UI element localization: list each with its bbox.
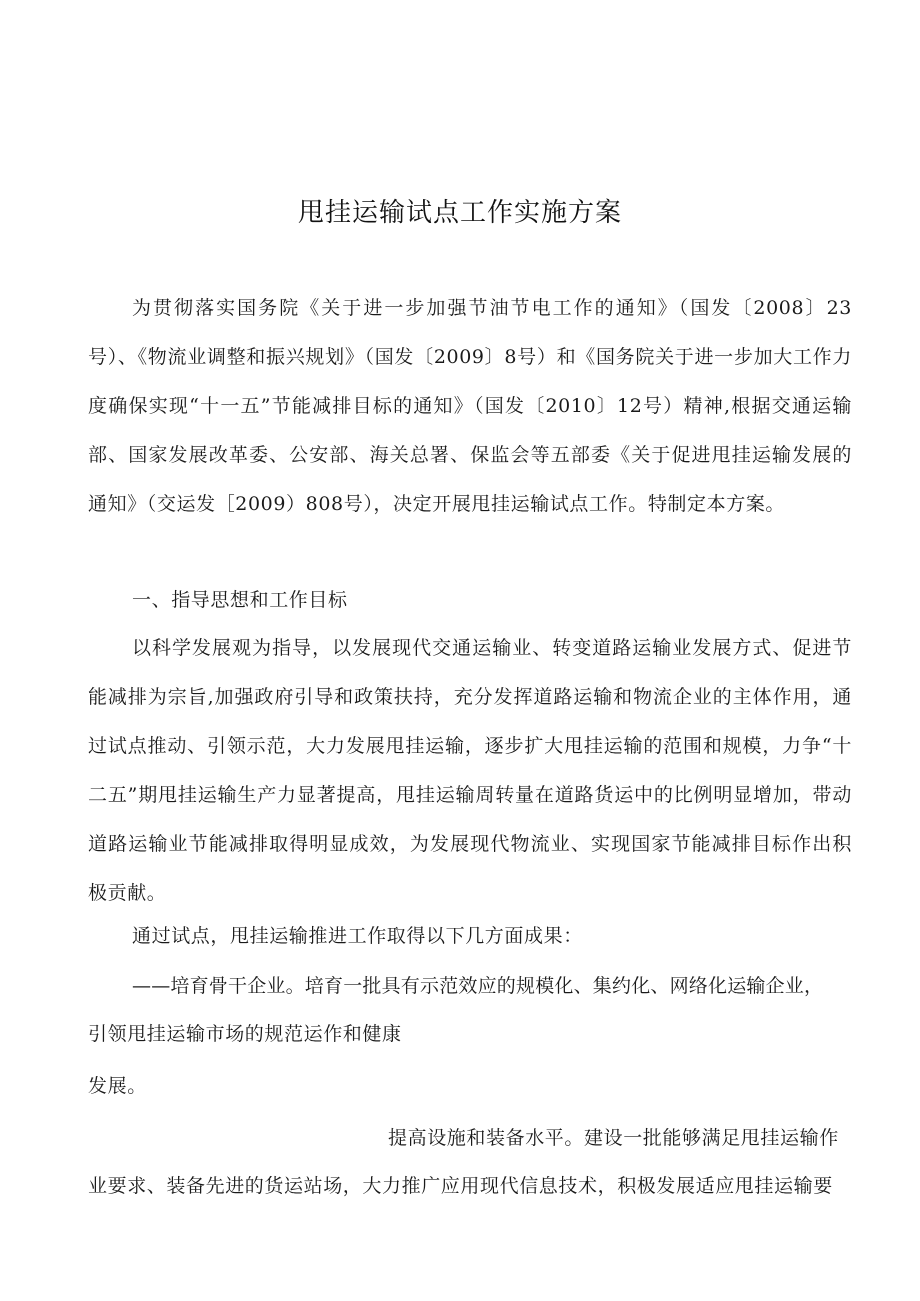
list-item: ——培育骨干企业。培育一批具有示范效应的规模化、集约化、网络化运输企业， (132, 975, 824, 997)
intro-paragraph: 为贯彻落实国务院《关于进一步加强节油节电工作的通知》（国发〔2008〕23号）、《物流业调整和振兴规划》（国发〔2009〕8号）和《国务院关于进一步加大工作力度确保实现“十一五”节能减排目标的通知》（国发〔2010〕12号）精神,根据交通运输部、国家发展改革委、公安部、海关总署、保监会等五部委《关于促进甩挂运输发展的通知》（交运发［2009）808号），决定开展甩挂运输试点工作。特制定本方案。 (88, 297, 852, 515)
results-intro: 通过试点，甩挂运输推进工作取得以下几方面成果： (132, 925, 583, 947)
list-item-continuation: 发展。 (88, 1075, 147, 1097)
section-heading: 一、指导思想和工作目标 (132, 589, 348, 611)
list-item: 提高设施和装备水平。建设一批能够满足甩挂运输作 (388, 1127, 839, 1149)
guiding-paragraph: 以科学发展观为指导，以发展现代交通运输业、转变道路运输业发展方式、促进节能减排为宗旨,加强政府引导和政策扶持，充分发挥道路运输和物流企业的主体作用，通过试点推动、引领示范，大力发展甩挂运输，逐步扩大甩挂运输的范围和规模，力争“十二五”期甩挂运输生产力显著提高，甩挂运输周转量在道路货运中的比例明显增加，带动道路运输业节能减排取得明显成效，为发展现代物流业、实现国家节能减排目标作出积极贡献。 (88, 637, 852, 904)
list-item-continuation: 引领甩挂运输市场的规范运作和健康 (88, 1023, 402, 1045)
document-title: 甩挂运输试点工作实施方案 (297, 198, 622, 228)
list-item-continuation: 业要求、装备先进的货运站场，大力推广应用现代信息技术，积极发展适应甩挂运输要 (88, 1175, 833, 1197)
